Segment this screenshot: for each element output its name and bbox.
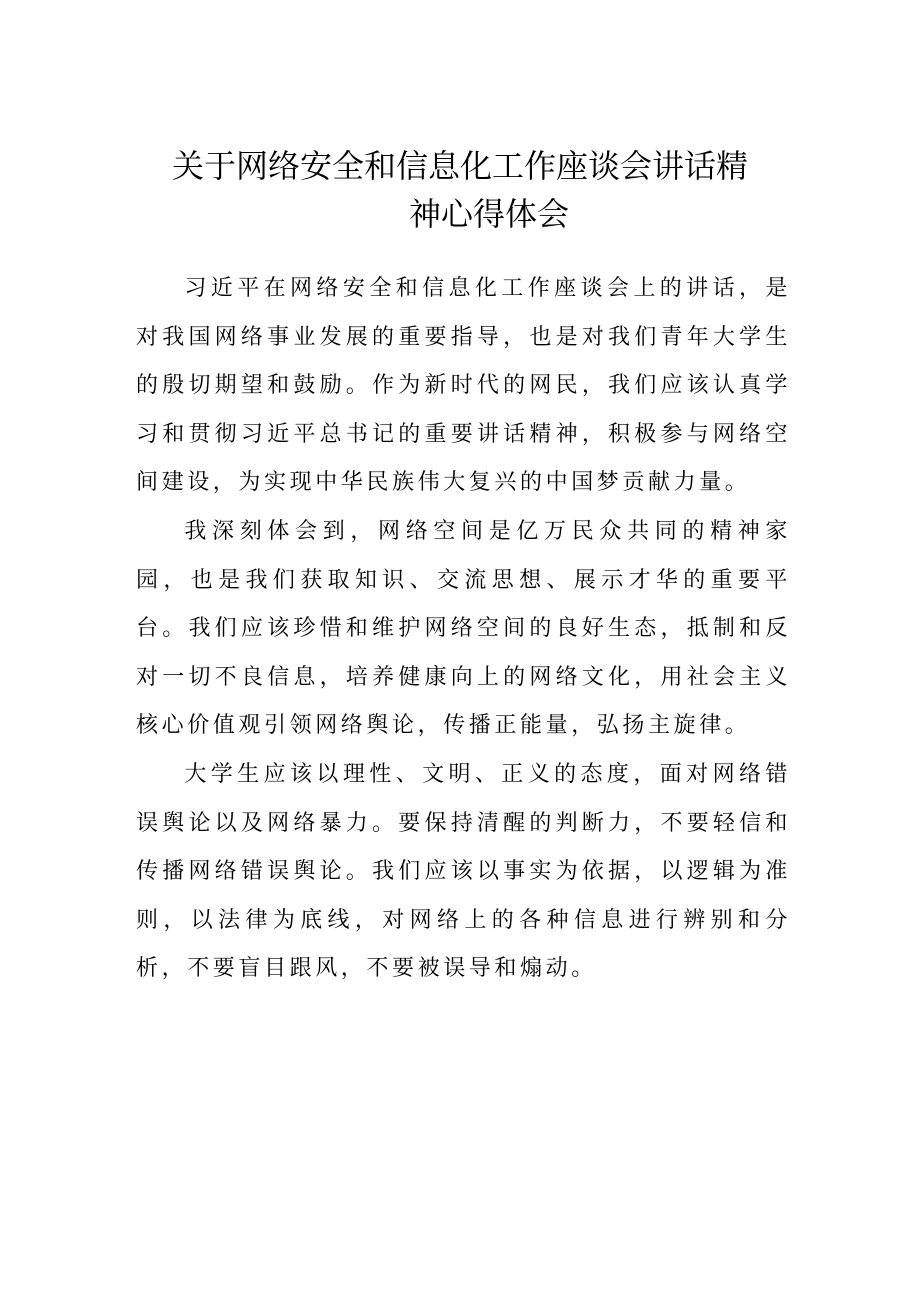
paragraph-1: 习近平在网络安全和信息化工作座谈会上的讲话，是对我国网络事业发展的重要指导，也是对我们青年大学生的殷切期望和鼓励。作为新时代的网民，我们应该认真学习和贯彻习近平总书记的重要讲话精神，积极参与网络空间建设，为实现中华民族伟大复兴的中国梦贡献力量。	[136, 276, 791, 496]
paragraph-2: 我深刻体会到，网络空间是亿万民众共同的精神家园，也是我们获取知识、交流思想、展示才华的重要平台。我们应该珍惜和维护网络空间的良好生态，抵制和反对一切不良信息，培养健康向上的网络文化，用社会主义核心价值观引领网络舆论，传播正能量，弘扬主旋律。	[136, 518, 791, 739]
paragraph-3: 大学生应该以理性、文明、正义的态度，面对网络错误舆论以及网络暴力。要保持清醒的判断力，不要轻信和传播网络错误舆论。我们应该以事实为依据，以逻辑为准则，以法律为底线，对网络上的各种信息进行辨别和分析，不要盲目跟风，不要被误导和煽动。	[136, 761, 791, 982]
title-line-1: 关于网络安全和信息化工作座谈会讲话精	[171, 147, 748, 185]
document-body	[136, 265, 791, 994]
title-line-2: 神心得体会	[408, 195, 569, 233]
document-title	[0, 142, 920, 238]
